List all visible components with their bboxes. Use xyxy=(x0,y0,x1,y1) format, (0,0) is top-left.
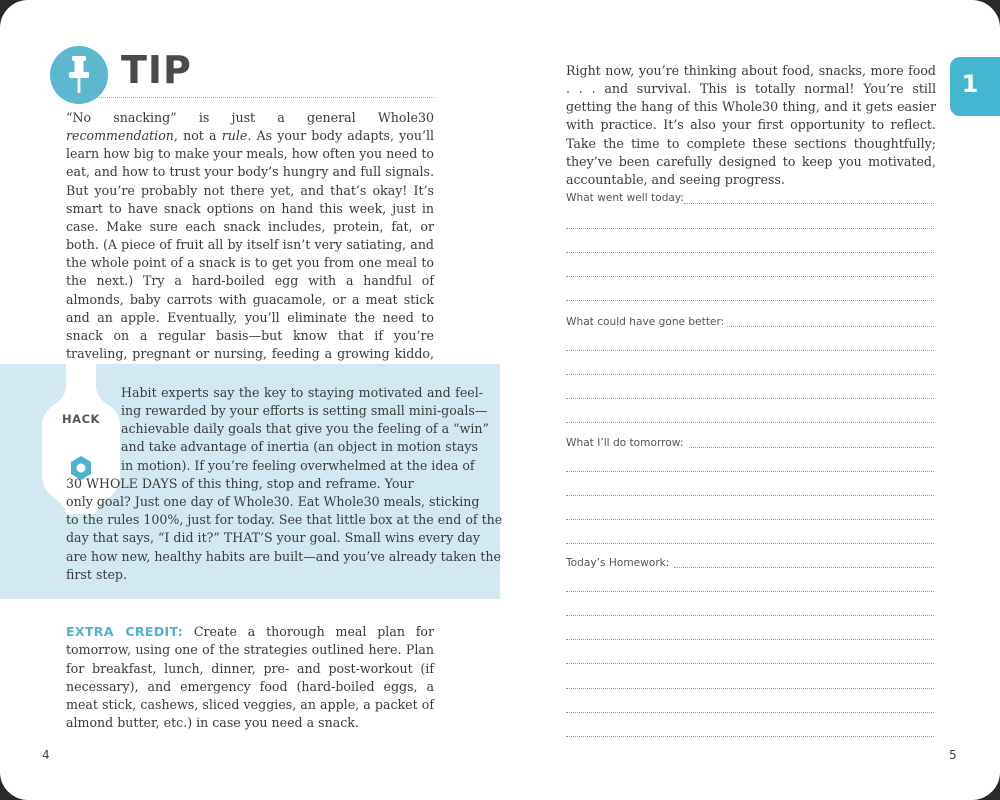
hack-line: 30 WHOLE DAYS of this thing, stop and reframe. Your xyxy=(66,476,414,491)
tip-body xyxy=(66,109,434,400)
answer-line[interactable] xyxy=(566,543,934,544)
extra-credit-label: EXTRA CREDIT: xyxy=(66,624,184,639)
answer-line[interactable] xyxy=(566,228,934,229)
answer-line[interactable] xyxy=(566,350,934,351)
tip-title: TIP xyxy=(121,48,192,92)
hack-line: and take advantage of inertia (an object in motion stays xyxy=(121,439,478,454)
hack-line: Habit experts say the key to staying motivated and feel- xyxy=(121,385,484,400)
answer-line[interactable] xyxy=(684,203,934,204)
answer-line[interactable] xyxy=(566,300,934,301)
extra-credit-text: Create a thorough meal plan for tomorrow, using one of the strategies outlined here. Plan for breakfast, lunch, dinner, pre- and post-workout (if necessary), and emergency food (hard-boiled eggs, a meat stick, cashews, sliced veggies, an apple, a packet of almond butter, etc.) in case you need a snack. xyxy=(66,624,434,731)
answer-line[interactable] xyxy=(566,422,934,423)
hack-line: day that says, “I did it?” THAT’S your goal. Small wins every day xyxy=(66,530,481,545)
tip-text-run: , not a xyxy=(173,128,222,144)
answer-line[interactable] xyxy=(566,374,934,375)
answer-line[interactable] xyxy=(689,447,934,448)
hack-line: in motion). If you’re feeling overwhelmed at the idea of xyxy=(121,458,475,473)
answer-line[interactable] xyxy=(566,615,934,616)
answer-line[interactable] xyxy=(566,712,934,713)
hack-line: are how new, healthy habits are built—and you’ve already taken the xyxy=(66,549,501,564)
answer-line[interactable] xyxy=(566,591,934,592)
tip-text-run: rule xyxy=(221,128,248,144)
page-corner-bl xyxy=(0,770,30,800)
hack-line: ing rewarded by your efforts is setting small mini-goals— xyxy=(121,403,488,418)
answer-line[interactable] xyxy=(727,326,934,327)
right-intro xyxy=(566,62,936,189)
tip-text-run: . As your body adapts, you’ll learn how big to make your meals, how often you need to eat, and how to trust your body’s hungry and full signals. But you’re probably not there yet, and that’s okay! It’s smart to have snack options on hand this week, just in case. Make sure each snack includes, protein, fat, or both. (A piece of fruit all by itself isn’t very satiating, and the whole point of a snack is to get you from one meal to the next.) Try a hard-boiled egg with a handful of almonds, baby carrots with guacamole, or a meat stick and an apple. Eventually, you’ll eliminate the need to snack on a regular basis—but know that if you’re traveling, pregnant or nursing, feeding a growing kiddo, xyxy=(66,128,434,362)
page-corner-br xyxy=(970,770,1000,800)
answer-line[interactable] xyxy=(566,688,934,689)
hack-line: first step. xyxy=(66,567,127,582)
answer-line[interactable] xyxy=(566,519,934,520)
intro-paragraph: Right now, you’re thinking about food, snacks, more food . . . and survival. This is totally normal! You’re still getting the hang of this Whole30 thing, and it gets easier with practice. It’s also your first opportunity to reflect. Take the time to complete these sections thoughtfully; they’ve been carefully designed to keep you motivated, accountable, and seeing progress. xyxy=(566,63,936,187)
page-number-right: 5 xyxy=(949,748,957,762)
question-label: What could have gone better: xyxy=(566,316,725,328)
answer-line[interactable] xyxy=(566,471,934,472)
hack-line: only goal? Just one day of Whole30. Eat Whole30 meals, sticking xyxy=(66,494,480,509)
answer-line[interactable] xyxy=(566,495,934,496)
answer-line[interactable] xyxy=(566,639,934,640)
page-number-left: 4 xyxy=(42,748,50,762)
hack-line: to the rules 100%, just for today. See that little box at the end of the xyxy=(66,512,503,527)
question-label: What went well today: xyxy=(566,192,684,204)
tip-paragraph xyxy=(66,109,434,400)
page-corner-tr xyxy=(970,0,1000,30)
chapter-number: 1 xyxy=(961,70,979,98)
hack-label: HACK xyxy=(62,412,100,426)
page-corner-tl xyxy=(0,0,30,30)
tip-text-run: “No snacking” is just a general Whole30 xyxy=(66,110,434,125)
answer-line[interactable] xyxy=(674,567,934,568)
tip-text-run: recommendation xyxy=(66,128,174,144)
answer-line[interactable] xyxy=(566,398,934,399)
question-label: Today’s Homework: xyxy=(566,557,670,569)
pushpin-icon xyxy=(50,46,108,104)
answer-line[interactable] xyxy=(566,663,934,664)
hack-line: achievable daily goals that give you the feeling of a “win” xyxy=(121,421,489,436)
answer-line[interactable] xyxy=(566,736,934,737)
tip-divider xyxy=(66,97,434,98)
question-label: What I’ll do tomorrow: xyxy=(566,437,684,449)
answer-line[interactable] xyxy=(566,276,934,277)
extra-credit xyxy=(66,623,434,733)
tip-badge xyxy=(50,46,108,104)
answer-line[interactable] xyxy=(566,252,934,253)
